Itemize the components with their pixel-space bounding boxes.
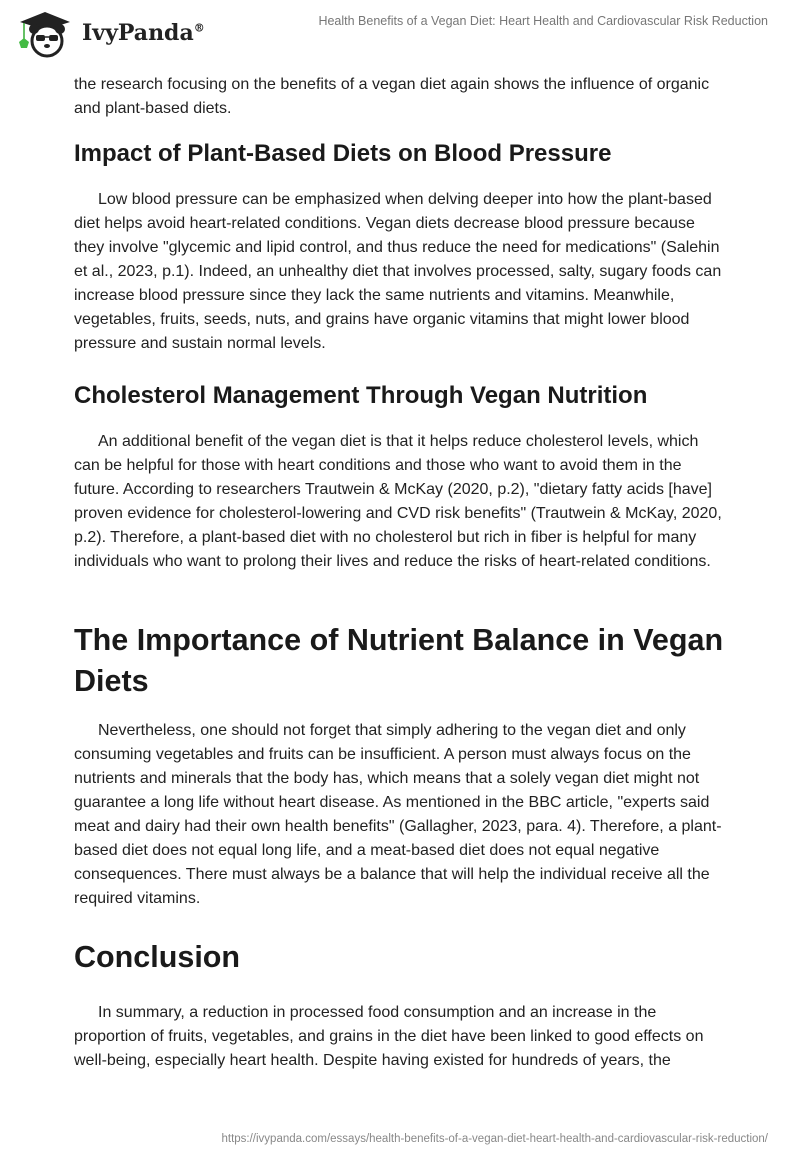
section-paragraph: Low blood pressure can be emphasized when delving deeper into how the plant-based diet helps avoid heart-related conditions. Vegan diets decrease blood pressure because they involve "glycemic and lipid control, and thus reduce the need for medications" (Salehin et al., 2023, p.1). Indeed, an unhealthy diet that involves processed, salty, sugary foods can increase blood pressure since they lack the same nutrients and vitamins. Meanwhile, vegetables, fruits, seeds, nuts, and grains have organic vitamins that might lower blood pressure and sustain normal levels. [74,191,722,352]
section-conclusion [74,937,728,1073]
section-heading: Impact of Plant-Based Diets on Blood Pressure [74,140,612,167]
logo-wordmark: IvyPanda [82,20,194,46]
intro-paragraph: the research focusing on the benefits of a vegan diet again shows the influence of organic and plant-based diets. [74,76,710,117]
section-paragraph: In summary, a reduction in processed food consumption and an increase in the proportion of fruits, vegetables, and grains in the diet have been linked to good effects on well-being, especially heart health. Despite having existed for hundreds of years, the [74,1004,704,1069]
section-heading: Cholesterol Management Through Vegan Nutrition [74,382,648,409]
section-heading: Conclusion [74,940,241,974]
source-url-link[interactable]: https://ivypanda.com/essays/health-benefits-of-a-vegan-diet-heart-health-and-cardiovascular-risk-reduction/ [221,1133,768,1145]
registered-mark: ® [193,21,205,35]
ivypanda-logo[interactable] [16,8,205,58]
logo-text [82,20,205,46]
section-blood-pressure [74,139,728,356]
section-heading: The Importance of Nutrient Balance in Vegan Diets [74,623,724,698]
intro-section [74,73,728,121]
section-paragraph: An additional benefit of the vegan diet is that it helps reduce cholesterol levels, which can be helpful for those with heart conditions and those who want to avoid them in the future. According to researchers Trautwein & McKay (2020, p.2), "dietary fatty acids [have] proven evidence for cholesterol-lowering and CVD risk benefits" (Trautwein & McKay, 2020, p.2). Therefore, a plant-based diet with no cholesterol but rich in fiber is helpful for many individuals who want to prolong their lives and reduce the risks of heart-related conditions. [74,433,722,570]
document-title: Health Benefits of a Vegan Diet: Heart Health and Cardiovascular Risk Reduction [318,14,768,28]
section-cholesterol [74,381,728,574]
section-paragraph: Nevertheless, one should not forget that simply adhering to the vegan diet and only consuming vegetables and fruits can be insufficient. A person must always focus on the nutrients and minerals that the body has, which means that a solely vegan diet might not guarantee a long life without heart disease. As mentioned in the BBC article, "experts said meat and dairy had their own health benefits" (Gallagher, 2023, para. 4). Therefore, a plant-based diet does not equal long life, and a meat-based diet does not equal negative consequences. There must always be a balance that will help the individual receive all the required vitamins. [74,722,722,907]
panda-graduate-icon [16,8,74,58]
section-nutrient-balance [74,620,728,911]
